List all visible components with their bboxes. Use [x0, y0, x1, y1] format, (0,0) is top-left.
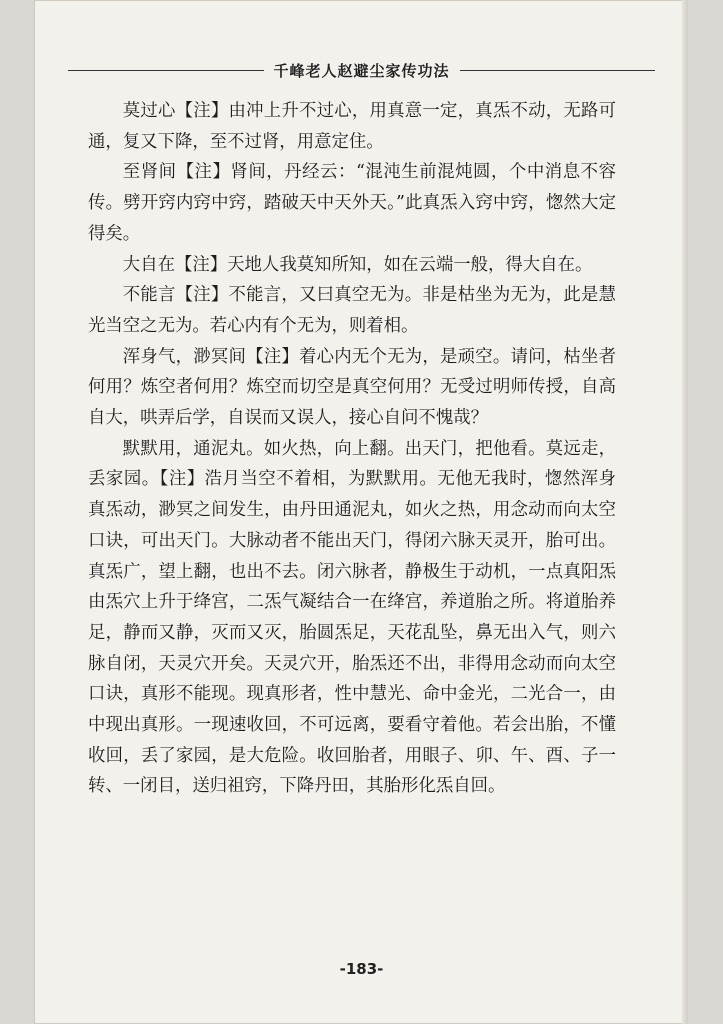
header-title: 千峰老人赵避尘家传功法 — [273, 61, 450, 80]
paragraph: 至肾间【注】肾间，丹经云：“混沌生前混炖圆，个中消息不容传。劈开窍内窍中窍，踏破天中天外天。”此真炁入窍中窍，愡然大定得矣。 — [88, 162, 616, 244]
paragraph: 浑身气，渺冥间【注】着心内无个无为，是顽空。请问，枯坐者何用？炼空者何用？炼空而切空是真空何用？无受过明师传授，自高自大，哄弄后学，自误而又误人，接心自问不愧哉？ — [88, 346, 616, 429]
paragraph: 不能言【注】不能言，又曰真空无为。非是枯坐为无为，此是慧光当空之无为。若心内有个无为，则着相。 — [88, 285, 616, 336]
running-header — [68, 58, 655, 82]
paragraph: 默默用，通泥丸。如火热，向上翻。出天门，把他看。莫远走，丢家园。【注】浩月当空不着相，为默默用。无他无我时，愡然浑身真炁动，渺冥之间发生，由丹田通泥丸，如火之热，用念动而向太空口诀，可出天门。大脉动者不能出天门，得闭六脉天灵开，胎可出。真炁广，望上翻，也出不去。闭六脉者，静极生于动机，一点真阳炁由炁穴上升于绛宫，二炁气凝结合一在绛宫，养道胎之所。将道胎养足，静而又静，灭而又灭，胎圆炁足，天花乱坠，鼻无出入气，则六脉自闭，天灵穴开矣。天灵穴开，胎炁还不出，非得用念动而向太空口诀，真形不能现。现真形者，性中慧光、命中金光，二光合一，由中现出真形。一现速收回，不可远离，要看守着他。若会出胎，不懂收回，丢了家园，是大危险。收回胎者，用眼子、卯、午、酉、子一转、一闭目，送归祖窍，下降丹田，其胎形化炁自回。 — [88, 438, 616, 797]
page-edge-shadow — [682, 0, 688, 1024]
body-text — [88, 96, 616, 802]
paragraph: 莫过心【注】由冲上升不过心，用真意一定，真炁不动，无路可通，复又下降，至不过肾，用意定住。 — [88, 101, 616, 152]
header-rule-left — [68, 70, 264, 71]
page-number: -183- — [339, 960, 384, 978]
paragraph: 大自在【注】天地人我莫知所知，如在云端一般，得大自在。 — [122, 254, 593, 275]
header-rule-right — [460, 70, 656, 71]
